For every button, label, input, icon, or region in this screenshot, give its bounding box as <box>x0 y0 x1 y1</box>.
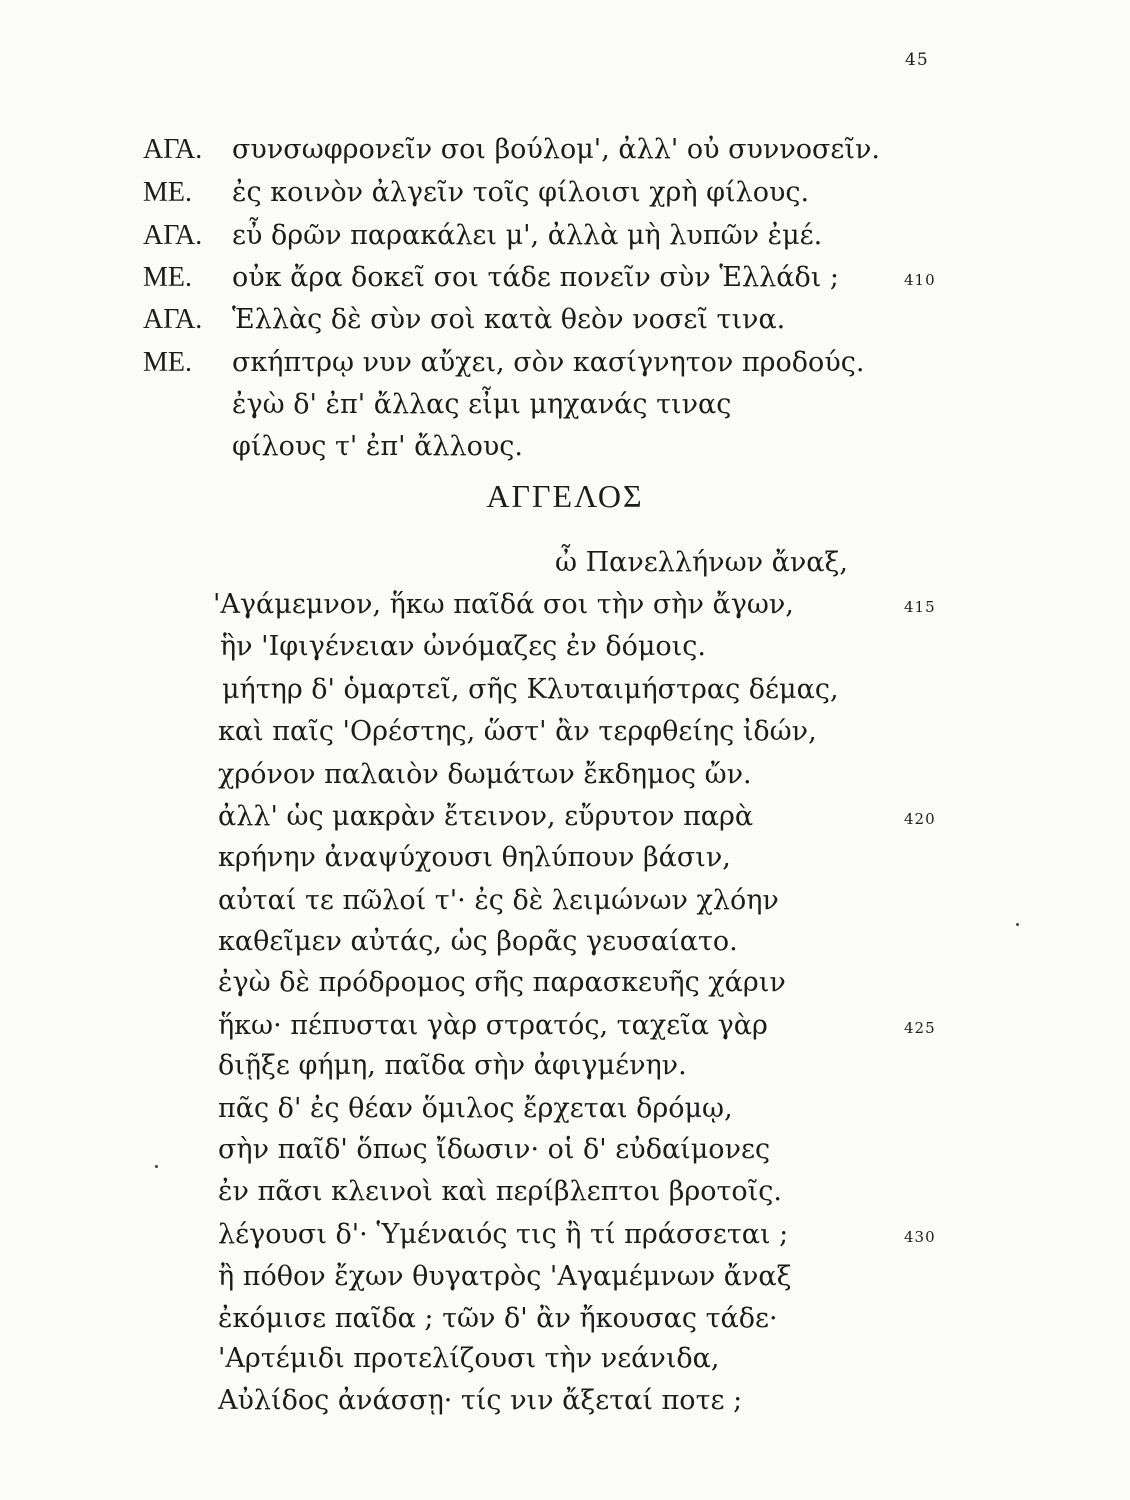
verse-text: πᾶς δ' ἐς θέαν ὅμιλος ἔρχεται δρόμῳ, <box>218 1093 733 1124</box>
speaker-label: ΜΕ. <box>143 262 192 293</box>
speaker-label: ΜΕ. <box>143 347 192 378</box>
verse-text: ἐγὼ δ' ἐπ' ἄλλας εἶμι μηχανάς τινας <box>232 389 732 420</box>
verse-text: εὖ δρῶν παρακάλει μ', ἀλλὰ μὴ λυπῶν ἐμέ. <box>232 220 823 251</box>
verse-line <box>0 1257 1130 1297</box>
verse-line <box>0 130 1130 170</box>
verse-text: 'Αρτέμιδι προτελίζουσι τὴν νεάνιδα, <box>218 1343 720 1374</box>
verse-line <box>0 1381 1130 1421</box>
verse-line <box>0 1006 1130 1046</box>
verse-text: κρήνην ἀναψύχουσι θηλύπουν βάσιν, <box>218 842 731 873</box>
verse-text: λέγουσι δ'· Ὑμέναιός τις ἢ τί πράσσεται ; <box>218 1219 789 1250</box>
verse-line <box>0 385 1130 425</box>
verse-line <box>0 300 1130 340</box>
speaker-label: ΜΕ. <box>143 177 192 208</box>
verse-line <box>0 755 1130 795</box>
verse-text: χρόνον παλαιὸν δωμάτων ἔκδημος ὤν. <box>218 759 752 790</box>
line-number: 410 <box>904 271 936 289</box>
verse-line <box>0 881 1130 921</box>
verse-text: φίλους τ' ἐπ' ἄλλους. <box>232 431 523 462</box>
verse-line <box>0 797 1130 837</box>
verse-text: ἐς κοινὸν ἀλγεῖν τοῖς φίλοισι χρὴ φίλους. <box>232 177 810 208</box>
verse-text: ἢ πόθον ἔχων θυγατρὸς 'Αγαμέμνων ἄναξ <box>218 1261 792 1292</box>
verse-text: αὐταί τε πῶλοί τ'· ἐς δὲ λειμώνων χλόην <box>218 885 779 916</box>
verse-line <box>0 712 1130 752</box>
verse-line <box>0 838 1130 878</box>
page-number: 45 <box>905 50 929 70</box>
verse-text: ὦ Πανελλήνων ἄναξ, <box>555 547 848 578</box>
verse-text: Ἑλλὰς δὲ σὺν σοὶ κατὰ θεὸν νοσεῖ τινα. <box>232 304 786 335</box>
section-heading: ΑΓΓΕΛΟΣ <box>486 478 644 514</box>
speaker-label: ΑΓΑ. <box>143 304 203 335</box>
speaker-label: ΑΓΑ. <box>143 134 203 165</box>
verse-text: συνσωφρονεῖν σοι βούλομ', ἀλλ' οὐ συννοσεῖν. <box>232 134 880 165</box>
verse-line <box>0 1339 1130 1379</box>
verse-text: ἐν πᾶσι κλεινοὶ καὶ περίβλεπτοι βροτοῖς. <box>218 1176 782 1207</box>
verse-line <box>0 922 1130 962</box>
verse-text: ἣν 'Ιφιγένειαν ὠνόμαζες ἐν δόμοις. <box>220 631 706 662</box>
line-number: 415 <box>904 598 936 616</box>
verse-line <box>0 543 1130 583</box>
verse-text: μήτηρ δ' ὁμαρτεῖ, σῆς Κλυταιμήστρας δέμας, <box>222 674 839 705</box>
verse-line <box>0 343 1130 383</box>
verse-text: ἥκω· πέπυσται γὰρ στρατός, ταχεῖα γὰρ <box>218 1010 768 1041</box>
verse-text: καὶ παῖς 'Ορέστης, ὥστ' ἂν τερφθείης ἰδών, <box>218 716 817 747</box>
verse-line <box>0 427 1130 467</box>
line-number: 425 <box>904 1019 936 1037</box>
verse-line <box>0 627 1130 667</box>
verse-line <box>0 585 1130 625</box>
verse-text: σκήπτρῳ νυν αὔχει, σὸν κασίγνητον προδούς. <box>232 347 865 378</box>
verse-text: ἀλλ' ὡς μακρὰν ἔτεινον, εὔρυτον παρὰ <box>218 801 754 832</box>
verse-line <box>0 670 1130 710</box>
verse-text: Αὐλίδος ἀνάσσῃ· τίς νιν ἄξεταί ποτε ; <box>218 1385 743 1416</box>
verse-line <box>0 173 1130 213</box>
scan-speck <box>155 1165 158 1168</box>
verse-line <box>0 1046 1130 1086</box>
verse-line <box>0 216 1130 256</box>
line-number: 430 <box>904 1228 936 1246</box>
verse-line <box>0 1299 1130 1339</box>
speaker-label: ΑΓΑ. <box>143 220 203 251</box>
verse-line <box>0 1215 1130 1255</box>
scan-speck <box>1016 923 1019 926</box>
verse-text: σὴν παῖδ' ὅπως ἴδωσιν· οἱ δ' εὐδαίμονες <box>218 1134 771 1165</box>
verse-text: καθεῖμεν αὐτάς, ὡς βορᾶς γευσαίατο. <box>218 926 738 957</box>
verse-text: ἐγὼ δὲ πρόδρομος σῆς παρασκευῆς χάριν <box>218 967 786 998</box>
verse-text: οὐκ ἄρα δοκεῖ σοι τάδε πονεῖν σὺν Ἑλλάδι ; <box>232 262 839 293</box>
verse-text: 'Αγάμεμνον, ἥκω παῖδά σοι τὴν σὴν ἄγων, <box>213 589 794 620</box>
verse-line <box>0 1089 1130 1129</box>
verse-text: διῇξε φήμη, παῖδα σὴν ἀφιγμένην. <box>218 1050 687 1081</box>
verse-text: ἐκόμισε παῖδα ; τῶν δ' ἂν ἤκουσας τάδε· <box>218 1303 778 1334</box>
line-number: 420 <box>904 810 936 828</box>
verse-line <box>0 1130 1130 1170</box>
verse-line <box>0 258 1130 298</box>
verse-line <box>0 1172 1130 1212</box>
verse-line <box>0 963 1130 1003</box>
